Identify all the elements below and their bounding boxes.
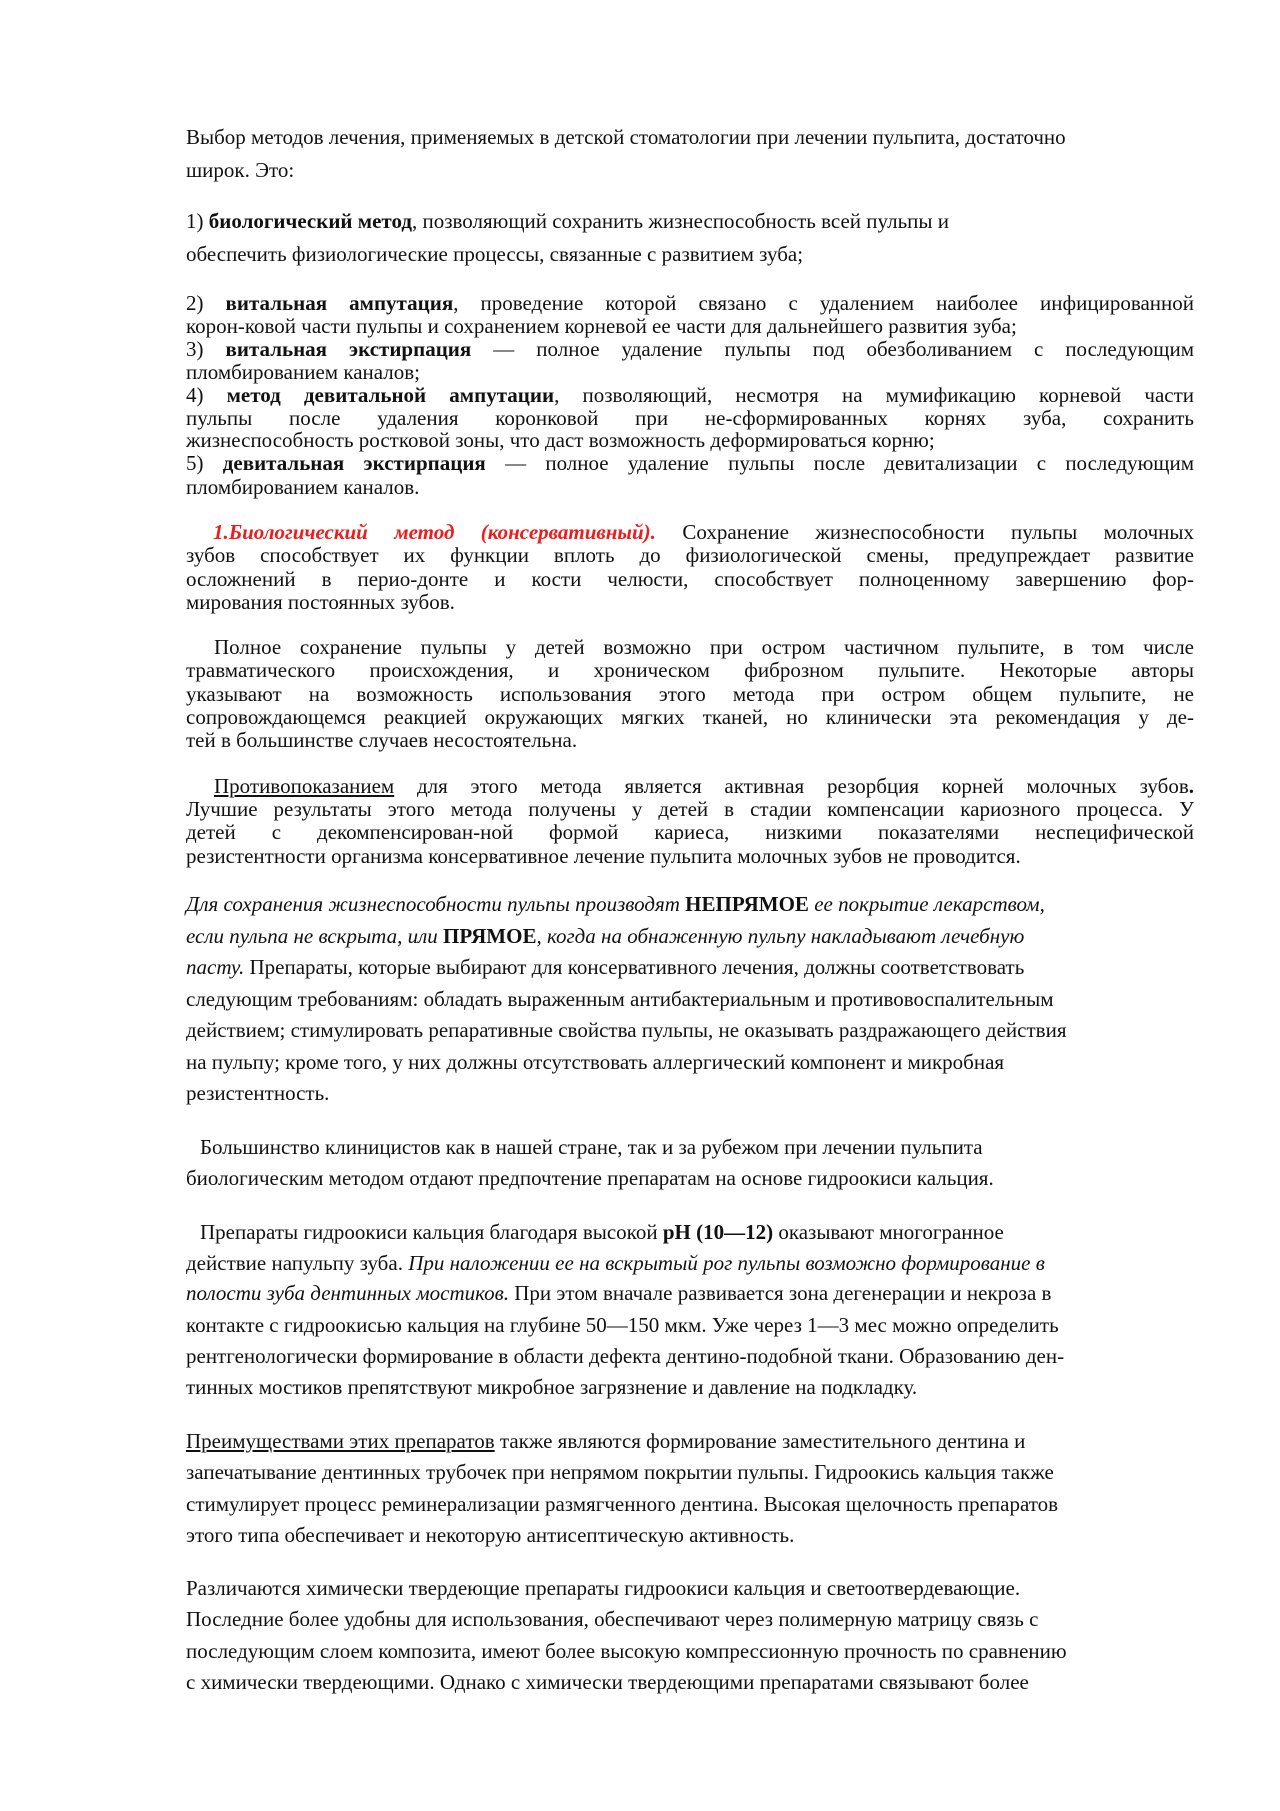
- text-run: пломбированием каналов;: [186, 360, 421, 384]
- text-run: Последние более удобны для использования, обеспечивают через полимерную матрицу связь с: [186, 1607, 1039, 1631]
- text-run: детей с декомпенсирован-ной формой кариеса, низкими показателями неспецифической: [186, 820, 1194, 844]
- emphasis-text: ее покрытие лекарством,: [808, 892, 1045, 916]
- text-run: Различаются химически твердеющие препараты гидроокиси кальция и светоотвердевающие.: [186, 1576, 1021, 1600]
- text-line: [186, 450, 1194, 476]
- text-line: [186, 923, 1194, 949]
- text-line: [186, 657, 1194, 683]
- emphasis-text: .: [1188, 774, 1194, 798]
- emphasis-text: биологический метод: [208, 209, 412, 233]
- text-line: [186, 1312, 1194, 1338]
- text-run: тинных мостиков препятствуют микробное загрязнение и давление на подкладку.: [186, 1375, 918, 1399]
- text-line: [186, 954, 1194, 980]
- text-line: [186, 1017, 1194, 1043]
- text-line: [186, 474, 1194, 500]
- text-run: резистентность.: [186, 1081, 330, 1105]
- text-run: оказывают многогранное: [773, 1220, 1004, 1244]
- text-run: — полное удаление пульпы после девитализации с последующим: [485, 451, 1194, 475]
- text-line: [186, 208, 1194, 234]
- text-line: [186, 819, 1194, 845]
- text-run: резистентности организма консервативное лечение пульпита молочных зубов не проводится.: [186, 844, 1021, 868]
- text-run: Полное сохранение пульпы у детей возможно при остром частичном пульпите, в том числе: [214, 635, 1194, 659]
- text-line: [186, 1165, 1194, 1191]
- text-line: [186, 1669, 1194, 1695]
- text-run: Препараты, которые выбирают для консервативного лечения, должны соответствовать: [244, 955, 1025, 979]
- text-line: [200, 1219, 1194, 1245]
- text-run: 3): [186, 337, 226, 361]
- text-run: широк. Это:: [186, 158, 295, 182]
- text-line: [200, 1134, 1194, 1160]
- text-run: 1): [186, 209, 209, 233]
- emphasis-text: , когда на обнаженную пульпу накладывают лечебную: [536, 924, 1025, 948]
- text-run: действием; стимулировать репаративные свойства пульпы, не оказывать раздражающего действия: [186, 1018, 1067, 1042]
- text-line: [186, 986, 1194, 1012]
- text-run: зубов способствует их функции вплоть до физиологической смены, предупреждает развитие: [186, 543, 1194, 567]
- text-line: [186, 1374, 1194, 1400]
- text-run: осложнений в перио-донте и кости челюсти, способствует полноценному завершению фор-: [186, 567, 1194, 591]
- text-run: жизнеспособность ростковой зоны, что даст возможность деформироваться корню;: [186, 428, 935, 452]
- text-run: также являются формирование заместительного дентина и: [494, 1429, 1026, 1453]
- text-run: Лучшие результаты этого метода получены у детей в стадии компенсации кариозного процесса. У: [186, 797, 1194, 821]
- text-line: [186, 1280, 1194, 1306]
- emphasis-text: ПРЯМОЕ: [443, 924, 537, 948]
- text-run: указывают на возможность использования этого метода при остром общем пульпите, не: [186, 682, 1194, 706]
- text-line: [186, 843, 1194, 869]
- text-line: [186, 589, 1194, 615]
- text-line: [186, 1459, 1194, 1485]
- text-run: последующим слоем композита, имеют более высокую компрессионную прочность по сравнению: [186, 1639, 1067, 1663]
- text-run: 5): [186, 451, 223, 475]
- text-run: Препараты гидроокиси кальция благодаря высокой: [200, 1220, 663, 1244]
- text-run: , позволяющий, несмотря на мумификацию корневой части: [554, 383, 1194, 407]
- text-run: обеспечить физиологические процессы, связанные с развитием зуба;: [186, 242, 804, 266]
- text-run: корон-ковой части пульпы и сохранением корневой ее части для дальнейшего развития зуба;: [186, 314, 1017, 338]
- text-line: [186, 241, 1194, 267]
- text-line: [186, 124, 1194, 150]
- text-line: [186, 1049, 1194, 1075]
- text-run: запечатывание дентинных трубочек при непрямом покрытии пульпы. Гидроокись кальция также: [186, 1460, 1054, 1484]
- text-run: этого типа обеспечивает и некоторую антисептическую активность.: [186, 1523, 795, 1547]
- text-run: , проведение которой связано с удалением наиболее инфицированной: [453, 291, 1194, 315]
- emphasis-text: пасту.: [186, 955, 245, 979]
- text-run: стимулирует процесс реминерализации размягченного дентина. Высокая щелочность препаратов: [186, 1492, 1059, 1516]
- emphasis-text: девитальная экстирпация: [222, 451, 486, 475]
- text-run: пульпы после удаления коронковой при не-сформированных корнях зуба, сохранить: [186, 406, 1194, 430]
- emphasis-text: полости зуба дентинных мостиков.: [186, 1281, 509, 1305]
- text-line: [186, 157, 1194, 183]
- text-line: [186, 1428, 1194, 1454]
- emphasis-text: При наложении ее на вскрытый рог пульпы возможно формирование в: [408, 1251, 1045, 1275]
- text-line: [186, 727, 1194, 753]
- text-line: [186, 1250, 1194, 1276]
- text-run: травматического происхождения, и хроническом фиброзном пульпите. Некоторые авторы: [186, 658, 1194, 682]
- text-run: следующим требованиям: обладать выраженным антибактериальным и противовоспалительным: [186, 987, 1054, 1011]
- text-line: [186, 891, 1194, 917]
- text-run: рентгенологически формирование в области дефекта дентино-подобной ткани. Образованию ден-: [186, 1344, 1065, 1368]
- text-line: [186, 1575, 1194, 1601]
- emphasis-text: если пульпа не вскрыта, или: [186, 924, 444, 948]
- text-run: тей в большинстве случаев несостоятельна.: [186, 728, 578, 752]
- text-run: При этом вначале развивается зона дегенерации и некроза в: [509, 1281, 1052, 1305]
- text-run: сопровождающемся реакцией окружающих мягких тканей, но клинически эта рекомендация у де-: [186, 705, 1194, 729]
- text-line: [186, 1522, 1194, 1548]
- text-run: контакте с гидроокисью кальция на глубине 50—150 мкм. Уже через 1—3 мес можно определить: [186, 1313, 1059, 1337]
- underlined-term: Противопоказанием: [214, 774, 395, 798]
- emphasis-text: витальная ампутация: [225, 291, 454, 315]
- text-run: 2): [186, 291, 226, 315]
- text-run: Выбор методов лечения, применяемых в детской стоматологии при лечении пульпита, достаточно: [186, 125, 1066, 149]
- text-run: биологическим методом отдают предпочтение препаратам на основе гидроокиси кальция.: [186, 1166, 994, 1190]
- text-run: Сохранение жизнеспособности пульпы молочных: [655, 520, 1195, 544]
- text-run: для этого метода является активная резорбция корней молочных зубов: [394, 774, 1189, 798]
- text-run: , позволяющий сохранить жизнеспособность всей пульпы и: [411, 209, 950, 233]
- text-line: [186, 1638, 1194, 1664]
- emphasis-text: Для сохранения жизнеспособности пульпы производят: [186, 892, 686, 916]
- text-run: 4): [186, 383, 227, 407]
- text-line: [186, 1080, 1194, 1106]
- text-run: мирования постоянных зубов.: [186, 590, 455, 614]
- text-line: [186, 1491, 1194, 1517]
- emphasis-text: НЕПРЯМОЕ: [685, 892, 809, 916]
- emphasis-text: pH (10—12): [662, 1220, 774, 1244]
- text-run: на пульпу; кроме того, у них должны отсутствовать аллергический компонент и микробная: [186, 1050, 1005, 1074]
- section-heading: 1.Биологический метод (консервативный).: [213, 520, 656, 544]
- text-line: [186, 1343, 1194, 1369]
- text-run: — полное удаление пульпы под обезболиванием с последующим: [471, 337, 1194, 361]
- text-run: Большинство клиницистов как в нашей стране, так и за рубежом при лечении пульпита: [200, 1135, 983, 1159]
- text-run: действие напульпу зуба.: [186, 1251, 409, 1275]
- underlined-term: Преимуществами этих препаратов: [186, 1429, 495, 1453]
- text-run: пломбированием каналов.: [186, 475, 420, 499]
- text-line: [186, 542, 1194, 568]
- emphasis-text: витальная экстирпация: [225, 337, 472, 361]
- emphasis-text: метод девитальной ампутации: [226, 383, 555, 407]
- text-line: [186, 1606, 1194, 1632]
- text-run: с химически твердеющими. Однако с химически твердеющими препаратами связывают более: [186, 1670, 1029, 1694]
